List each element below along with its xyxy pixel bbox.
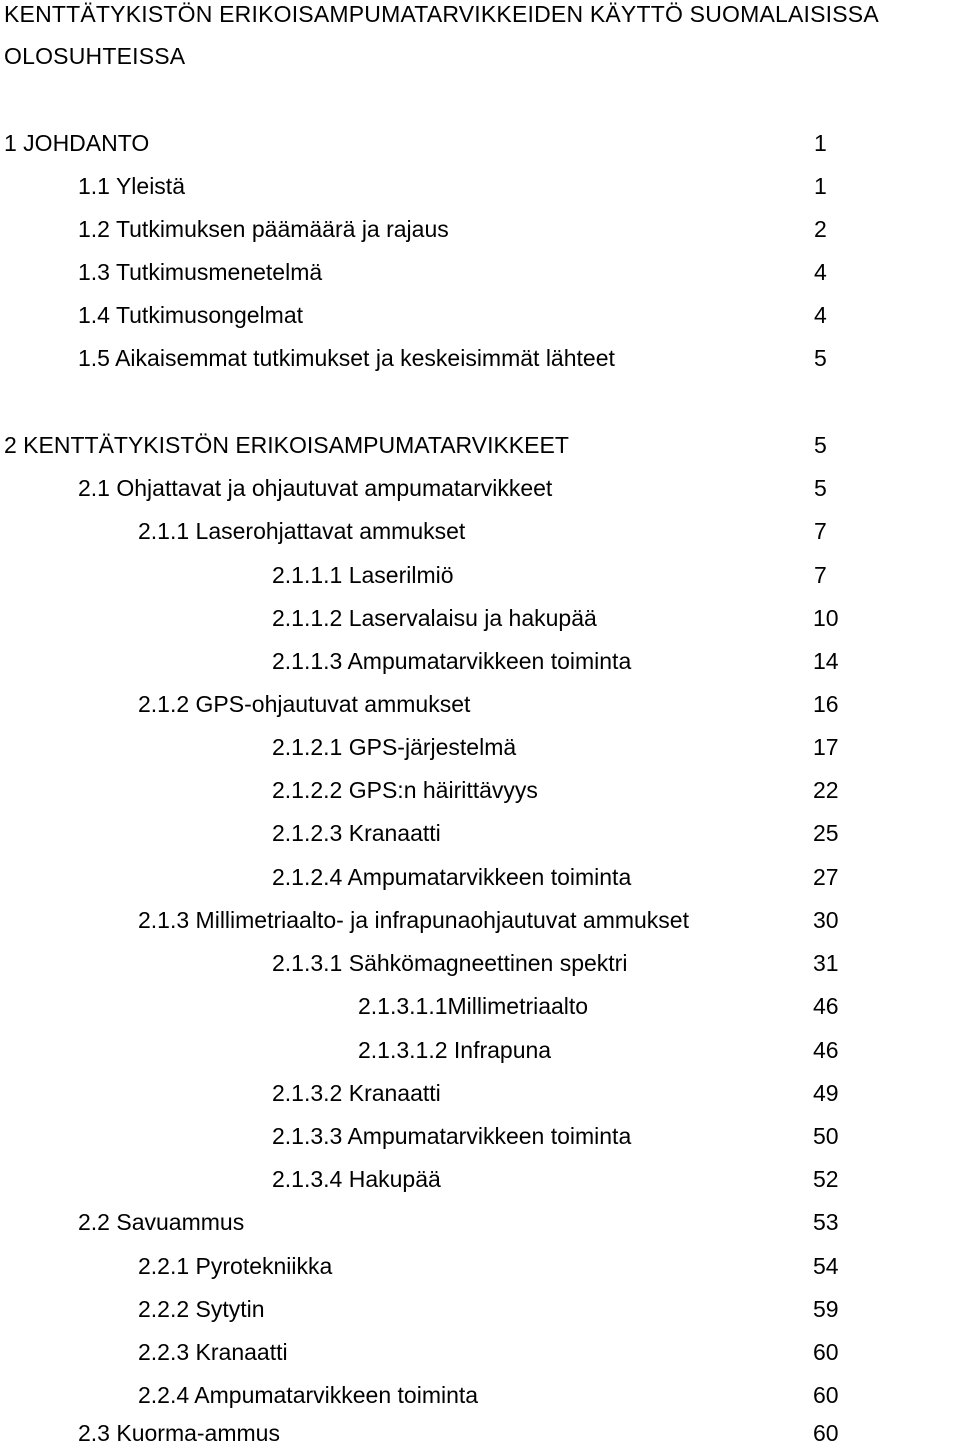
toc-entry-label: 1.1 Yleistä [78, 173, 185, 199]
toc-entry [0, 1251, 960, 1281]
toc-entry-page: 50 [813, 1123, 839, 1149]
toc-entry-label: 2.1.3.3 Ampumatarvikkeen toiminta [272, 1123, 632, 1149]
toc-entry [0, 257, 960, 287]
toc-entry [0, 516, 960, 546]
toc-entry-label: 2.1.3 Millimetriaalto- ja infrapunaohjautuvat ammukset [138, 907, 689, 933]
toc-entry [0, 1418, 960, 1448]
toc-entry-page: 60 [813, 1420, 839, 1446]
toc-entry-label: 1 JOHDANTO [4, 130, 150, 156]
toc-entry [0, 1207, 960, 1237]
toc-entry-page: 60 [813, 1382, 839, 1408]
toc-entry-label: 1.2 Tutkimuksen päämäärä ja rajaus [78, 216, 449, 242]
toc-entry-label: 2.1.2 GPS-ohjautuvat ammukset [138, 691, 471, 717]
toc-entry-label: 2.2 Savuammus [78, 1209, 245, 1235]
toc-entry [0, 646, 960, 676]
toc-entry-label: 2 KENTTÄTYKISTÖN ERIKOISAMPUMATARVIKKEET [4, 432, 569, 458]
toc-entry [0, 905, 960, 935]
toc-entry [0, 1121, 960, 1151]
toc-entry-page: 1 [814, 173, 827, 199]
toc-entry-page: 30 [813, 907, 839, 933]
toc-entry [0, 171, 960, 201]
toc-entry-label: 1.5 Aikaisemmat tutkimukset ja keskeisimmät lähteet [78, 345, 615, 371]
toc-entry-label: 2.1.1.2 Laservalaisu ja hakupää [272, 605, 597, 631]
toc-entry [0, 818, 960, 848]
toc-entry-label: 2.1.1.1 Laserilmiö [272, 562, 454, 588]
toc-entry-page: 7 [814, 518, 827, 544]
toc-entry-page: 16 [813, 691, 839, 717]
toc-entry-label: 2.1.3.4 Hakupää [272, 1166, 441, 1192]
toc-entry [0, 473, 960, 503]
toc-entry [0, 948, 960, 978]
toc-entry [0, 1380, 960, 1410]
toc-entry [0, 775, 960, 805]
toc-entry-label: 2.1.3.1 Sähkömagneettinen spektri [272, 950, 628, 976]
toc-entry-page: 46 [813, 993, 839, 1019]
toc-entry-page: 27 [813, 864, 839, 890]
toc-entry [0, 214, 960, 244]
toc-entry-page: 1 [814, 130, 827, 156]
toc-entry [0, 430, 960, 460]
toc-entry-page: 5 [814, 432, 827, 458]
toc-entry-label: 2.1.2.3 Kranaatti [272, 820, 441, 846]
toc-entry [0, 1294, 960, 1324]
toc-entry-page: 14 [813, 648, 839, 674]
toc-entry [0, 128, 960, 158]
toc-entry-label: 2.2.4 Ampumatarvikkeen toiminta [138, 1382, 479, 1408]
toc-entry-page: 25 [813, 820, 839, 846]
toc-entry-page: 54 [813, 1253, 839, 1279]
toc-entry-label: 2.1.2.4 Ampumatarvikkeen toiminta [272, 864, 632, 890]
toc-entry-page: 49 [813, 1080, 839, 1106]
toc-entry-page: 4 [814, 302, 827, 328]
toc-entry-label: 2.1.3.1.1Millimetriaalto [358, 993, 589, 1019]
toc-entry-page: 4 [814, 259, 827, 285]
toc-entry-label: 2.1.2.1 GPS-järjestelmä [272, 734, 517, 760]
toc-entry-page: 17 [813, 734, 839, 760]
toc-entry-label: 2.2.1 Pyrotekniikka [138, 1253, 333, 1279]
toc-entry-label: 1.3 Tutkimusmenetelmä [78, 259, 323, 285]
toc-entry-label: 2.1.3.1.2 Infrapuna [358, 1037, 552, 1063]
toc-entry [0, 1164, 960, 1194]
toc-entry-label: 1.4 Tutkimusongelmat [78, 302, 304, 328]
toc-entry-label: 2.1.1.3 Ampumatarvikkeen toiminta [272, 648, 632, 674]
toc-entry-page: 2 [814, 216, 827, 242]
toc-entry-page: 5 [814, 345, 827, 371]
toc-entry-page: 22 [813, 777, 839, 803]
toc-entry-label: 2.2.2 Sytytin [138, 1296, 265, 1322]
toc-entry-page: 59 [813, 1296, 839, 1322]
toc-entry [0, 603, 960, 633]
toc-entry [0, 300, 960, 330]
toc-entry [0, 343, 960, 373]
toc-entry [0, 1337, 960, 1367]
toc-entry-label: 2.3 Kuorma-ammus [78, 1420, 280, 1446]
toc-entry [0, 991, 960, 1021]
toc-entry-page: 52 [813, 1166, 839, 1192]
toc-entry-page: 53 [813, 1209, 839, 1235]
toc-entry [0, 1035, 960, 1065]
toc-entry-page: 60 [813, 1339, 839, 1365]
toc-entry-label: 2.1 Ohjattavat ja ohjautuvat ampumatarvikkeet [78, 475, 553, 501]
toc-entry-page: 5 [814, 475, 827, 501]
toc-entry-label: 2.1.3.2 Kranaatti [272, 1080, 441, 1106]
toc-entry-page: 46 [813, 1037, 839, 1063]
toc-entry-label: 2.1.1 Laserohjattavat ammukset [138, 518, 466, 544]
document-title-line-1: KENTTÄTYKISTÖN ERIKOISAMPUMATARVIKKEIDEN KÄYTTÖ SUOMALAISISSA [4, 1, 879, 27]
toc-entry [0, 862, 960, 892]
toc-entry [0, 689, 960, 719]
toc-entry-page: 10 [813, 605, 839, 631]
toc-entry [0, 1078, 960, 1108]
toc-entry-label: 2.1.2.2 GPS:n häirittävyys [272, 777, 538, 803]
toc-entry [0, 732, 960, 762]
toc-entry-page: 7 [814, 562, 827, 588]
toc-entry-page: 31 [813, 950, 839, 976]
document-title-line-2: OLOSUHTEISSA [4, 43, 186, 69]
toc-entry-label: 2.2.3 Kranaatti [138, 1339, 288, 1365]
toc-entry [0, 560, 960, 590]
